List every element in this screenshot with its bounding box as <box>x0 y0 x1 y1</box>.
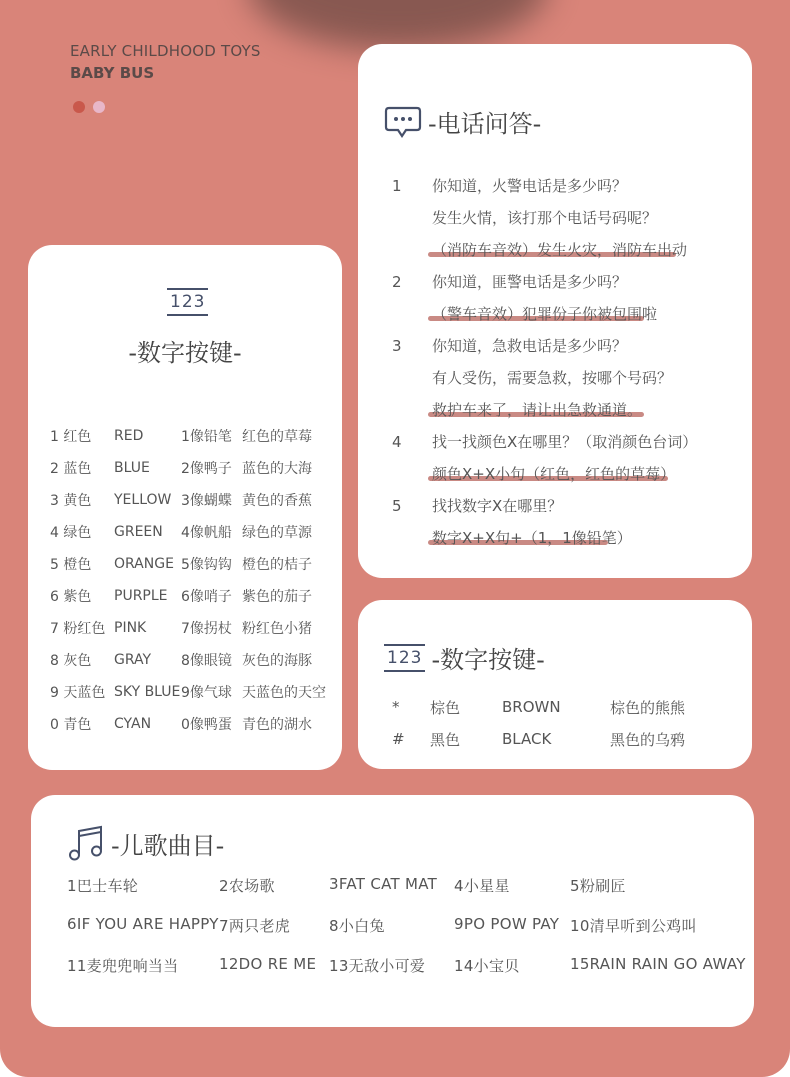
song-item: 11麦兜兜响当当 <box>67 957 179 975</box>
top-decoration <box>248 0 548 50</box>
songs-title: -儿歌曲目- <box>111 831 225 860</box>
qa-answer-line <box>392 298 742 330</box>
key-shape: 5像钩钩 <box>181 557 232 573</box>
key-phrase: 紫色的茄子 <box>242 589 312 605</box>
key-color-en: SKY BLUE <box>114 684 181 700</box>
key-color-en: BLACK <box>502 730 552 748</box>
dot-inactive <box>93 101 105 113</box>
chat-bubble-icon <box>384 105 422 139</box>
song-item: 13无敌小可爱 <box>329 957 426 975</box>
song-item: 7两只老虎 <box>219 917 291 935</box>
key-color-cn: 3 黄色 <box>50 493 92 509</box>
key-phrase: 青色的湖水 <box>242 717 312 733</box>
song-item: 3FAT CAT MAT <box>329 875 438 893</box>
number-key-row <box>50 420 332 452</box>
qa-text: 你知道，急救电话是多少吗？ <box>432 337 628 355</box>
qa-text: 数字X+X句+（1，1像铅笔） <box>432 529 632 547</box>
qa-question-line <box>392 426 742 458</box>
music-note-icon <box>67 823 105 863</box>
key-phrase: 棕色的熊熊 <box>610 698 686 717</box>
key-phrase: 黄色的香蕉 <box>242 493 312 509</box>
key-shape: 8像眼镜 <box>181 653 232 669</box>
key-color-en: GREEN <box>114 524 163 540</box>
brand <box>70 42 261 82</box>
key-color-en: PURPLE <box>114 588 168 604</box>
qa-number: 2 <box>392 273 402 291</box>
extra-keys-header <box>384 640 545 675</box>
extra-key-row <box>392 723 720 755</box>
song-item: 6IF YOU ARE HAPPY <box>67 915 219 933</box>
key-phrase: 蓝色的大海 <box>242 461 312 477</box>
song-item: 9PO POW PAY <box>454 915 560 933</box>
song-item: 12DO RE ME <box>219 955 317 973</box>
number-key-row <box>50 516 332 548</box>
key-color-en: GRAY <box>114 652 152 668</box>
qa-text: 找找数字X在哪里？ <box>432 497 563 515</box>
song-item: 10清早听到公鸡叫 <box>570 917 697 935</box>
key-phrase: 绿色的草源 <box>242 525 312 541</box>
key-color-cn: 黑色 <box>430 730 461 749</box>
key-shape: 7像拐杖 <box>181 621 232 637</box>
qa-number: 3 <box>392 337 402 355</box>
qa-number: 4 <box>392 433 402 451</box>
number-key-row <box>50 452 332 484</box>
qa-number: 5 <box>392 497 402 515</box>
number-keys-table <box>50 420 332 740</box>
number-key-row <box>50 612 332 644</box>
songs-header <box>67 823 224 863</box>
brand-line2: BABY BUS <box>70 64 155 82</box>
qa-text: 颜色X+X小句（红色，红色的草莓） <box>432 465 676 483</box>
phone-qa-card <box>358 44 752 578</box>
qa-text: 有人受伤，需要急救，按哪个号码？ <box>432 369 673 387</box>
key-color-cn: 8 灰色 <box>50 653 92 669</box>
qa-question-line <box>392 266 742 298</box>
song-item: 14小宝贝 <box>454 957 520 975</box>
key-phrase: 灰色的海豚 <box>242 653 312 669</box>
key-shape: 3像蝴蝶 <box>181 493 232 509</box>
dot-active <box>73 101 85 113</box>
number-key-row <box>50 484 332 516</box>
song-item: 1巴士车轮 <box>67 877 139 895</box>
key-color-cn: 9 天蓝色 <box>50 685 106 701</box>
key-color-cn: 0 青色 <box>50 717 92 733</box>
song-item: 8小白兔 <box>329 917 385 935</box>
extra-key-row <box>392 691 720 723</box>
qa-question-line <box>392 202 742 234</box>
qa-text: 发生火情，该打那个电话号码呢？ <box>432 209 658 227</box>
qa-answer-line <box>392 234 742 266</box>
key-phrase: 天蓝色的天空 <box>242 685 326 701</box>
songs-card <box>31 795 754 1027</box>
key-phrase: 橙色的桔子 <box>242 557 312 573</box>
qa-question-line <box>392 330 742 362</box>
qa-answer-line <box>392 458 742 490</box>
brand-line1: EARLY CHILDHOOD TOYS <box>70 42 261 60</box>
key-color-cn: 4 绿色 <box>50 525 92 541</box>
qa-question-line <box>392 490 742 522</box>
song-item: 15RAIN RAIN GO AWAY <box>570 955 746 973</box>
key-color-en: CYAN <box>114 716 152 732</box>
qa-answer-line <box>392 522 742 554</box>
key-shape: 9像气球 <box>181 685 232 701</box>
qa-text: 你知道，火警电话是多少吗？ <box>432 177 628 195</box>
number-123-icon: 123 <box>167 288 208 316</box>
phone-qa-title: -电话问答- <box>428 110 542 138</box>
key-color-cn: 7 粉红色 <box>50 621 106 637</box>
qa-text: （消防车音效）发生火灾，消防车出动 <box>432 241 688 259</box>
number-key-row <box>50 580 332 612</box>
key-shape: 2像鸭子 <box>181 461 232 477</box>
qa-answer-line <box>392 394 742 426</box>
extra-keys-card <box>358 600 752 769</box>
key-color-en: ORANGE <box>114 556 174 572</box>
song-item: 5粉刷匠 <box>570 877 626 895</box>
key-color-cn: 棕色 <box>430 698 461 717</box>
number-key-row <box>50 708 332 740</box>
key-color-cn: 1 红色 <box>50 429 92 445</box>
key-color-en: RED <box>114 428 144 444</box>
qa-text: 救护车来了，请让出急救通道。 <box>432 401 643 419</box>
number-key-row <box>50 644 332 676</box>
qa-question-line <box>392 362 742 394</box>
number-key-row <box>50 548 332 580</box>
extra-keys-table <box>392 691 720 755</box>
phone-qa-header <box>384 104 541 139</box>
song-item: 4小星星 <box>454 877 510 895</box>
key-phrase: 黑色的乌鸦 <box>610 730 686 749</box>
key-color-en: YELLOW <box>114 492 172 508</box>
key-shape: 4像帆船 <box>181 525 232 541</box>
key-color-cn: 5 橙色 <box>50 557 92 573</box>
key-color-cn: 6 紫色 <box>50 589 92 605</box>
qa-text: 你知道，匪警电话是多少吗？ <box>432 273 628 291</box>
song-item: 2农场歌 <box>219 877 275 895</box>
qa-question-line <box>392 170 742 202</box>
key-phrase: 红色的草莓 <box>242 429 312 445</box>
number-keys-title: -数字按键- <box>128 339 242 367</box>
key-shape: 6像哨子 <box>181 589 232 605</box>
phone-qa-list <box>392 170 742 554</box>
key-symbol: * <box>392 698 400 716</box>
extra-keys-title: -数字按键- <box>431 646 545 674</box>
page-dots <box>73 101 105 113</box>
qa-text: 找一找颜色X在哪里？（取消颜色台词） <box>432 433 698 451</box>
key-color-en: BLUE <box>114 460 150 476</box>
qa-number: 1 <box>392 177 402 195</box>
number-keys-card <box>28 245 342 770</box>
key-phrase: 粉红色小猪 <box>242 621 312 637</box>
key-shape: 1像铅笔 <box>181 429 232 445</box>
key-color-en: BROWN <box>502 698 561 716</box>
qa-text: （警车音效）犯罪份子你被包围啦 <box>432 305 658 323</box>
key-color-en: PINK <box>114 620 147 636</box>
key-shape: 0像鸭蛋 <box>181 717 232 733</box>
number-key-row <box>50 676 332 708</box>
key-color-cn: 2 蓝色 <box>50 461 92 477</box>
key-symbol: # <box>392 730 405 748</box>
number-123-icon: 123 <box>384 644 425 672</box>
